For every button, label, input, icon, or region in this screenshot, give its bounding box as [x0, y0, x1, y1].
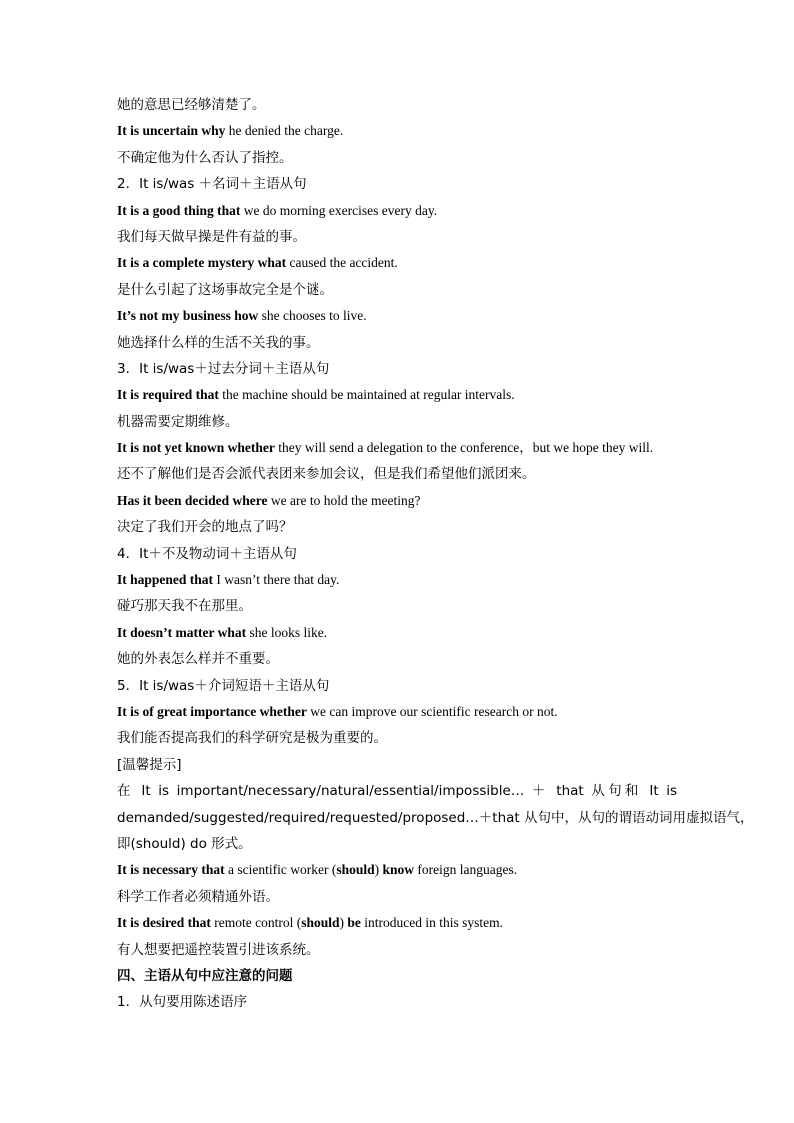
example-rest: a scientific worker ( — [224, 862, 337, 878]
chinese-line: 是什么引起了这场事故完全是个谜。 — [117, 281, 333, 298]
example-keyword: It is a good thing that — [117, 202, 241, 218]
example-keyword: It is required that — [117, 387, 219, 403]
example-keyword: It is a complete mystery what — [117, 255, 287, 271]
example-keyword: It’s not my business how — [117, 308, 259, 324]
chinese-line: 科学工作者必须精通外语。 — [117, 888, 279, 905]
chinese-line: 5．It is/was＋介词短语＋主语从句 — [117, 677, 330, 694]
example-rest: we are to hold the meeting? — [267, 492, 421, 508]
example-keyword: know — [382, 862, 414, 878]
example-sentence — [117, 303, 677, 329]
example-rest: ) — [374, 862, 383, 878]
example-rest: we can improve our scientific research or not. — [306, 703, 558, 719]
chinese-line: 她的外表怎么样并不重要。 — [117, 651, 279, 668]
example-sentence — [117, 910, 677, 936]
chinese-line: 不确定他为什么否认了指控。 — [117, 149, 293, 166]
example-keyword: It happened that — [117, 572, 214, 588]
example-rest: remote control ( — [210, 915, 302, 931]
example-keyword: It doesn’t matter what — [117, 624, 247, 640]
example-keyword: It is of great importance whether — [117, 703, 307, 719]
example-rest: he denied the charge. — [225, 123, 344, 139]
chinese-line: 她选择什么样的生活不关我的事。 — [117, 334, 320, 351]
example-rest: they will send a delegation to the conference，but we hope they will. — [274, 440, 654, 456]
example-keyword: should — [336, 862, 375, 878]
document-body — [117, 92, 754, 1016]
chinese-line: demanded/suggested/required/requested/proposed…＋that 从句中，从句的谓语动词用虚拟语气， — [117, 809, 754, 826]
chinese-line: 我们能否提高我们的科学研究是极为重要的。 — [117, 730, 387, 747]
chinese-line: 还不了解他们是否会派代表团来参加会议，但是我们希望他们派团来。 — [117, 466, 536, 483]
chinese-line: 有人想要把遥控装置引进该系统。 — [117, 941, 320, 958]
example-rest: I wasn’t there that day. — [213, 572, 340, 588]
example-keyword: be — [347, 915, 361, 931]
chinese-line: [温馨提示] — [117, 756, 182, 773]
example-keyword: It is uncertain why — [117, 123, 226, 139]
example-keyword: Has it been decided where — [117, 492, 268, 508]
example-sentence — [117, 488, 677, 514]
tip-line: 在 It is important/necessary/natural/essential/impossible… ＋ that 从句和 It is — [117, 783, 677, 800]
example-rest: she chooses to live. — [258, 308, 367, 324]
example-sentence — [117, 198, 677, 224]
chinese-line: 机器需要定期维修。 — [117, 413, 239, 430]
chinese-line: 2．It is/was ＋名词＋主语从句 — [117, 176, 307, 193]
example-rest: foreign languages. — [414, 862, 518, 878]
example-sentence — [117, 250, 677, 276]
example-keyword: It is desired that — [117, 915, 211, 931]
chinese-line: 决定了我们开会的地点了吗？ — [117, 519, 293, 536]
example-keyword: It is necessary that — [117, 862, 225, 878]
chinese-line: 即(should) do 形式。 — [117, 835, 252, 852]
example-sentence — [117, 382, 677, 408]
example-rest: ) — [339, 915, 348, 931]
chinese-line: 碰巧那天我不在那里。 — [117, 598, 252, 615]
example-keyword: should — [301, 915, 340, 931]
section-heading: 四、主语从句中应注意的问题 — [117, 967, 293, 984]
chinese-line: 她的意思已经够清楚了。 — [117, 97, 266, 113]
chinese-line: 4．It＋不及物动词＋主语从句 — [117, 545, 297, 562]
example-rest: introduced in this system. — [360, 915, 504, 931]
example-sentence — [117, 699, 677, 725]
example-keyword: It is not yet known whether — [117, 440, 275, 456]
example-sentence — [117, 620, 677, 646]
example-rest: the machine should be maintained at regular intervals. — [218, 387, 515, 403]
example-rest: caused the accident. — [286, 255, 398, 271]
example-sentence — [117, 435, 677, 461]
chinese-line: 1．从句要用陈述语序 — [117, 994, 248, 1011]
example-sentence — [117, 567, 677, 593]
chinese-line: 我们每天做早操是件有益的事。 — [117, 228, 306, 245]
example-sentence — [117, 857, 677, 883]
example-sentence — [117, 118, 677, 144]
chinese-line: 3．It is/was＋过去分词＋主语从句 — [117, 360, 330, 377]
example-rest: she looks like. — [246, 624, 328, 640]
example-rest: we do morning exercises every day. — [240, 202, 438, 218]
